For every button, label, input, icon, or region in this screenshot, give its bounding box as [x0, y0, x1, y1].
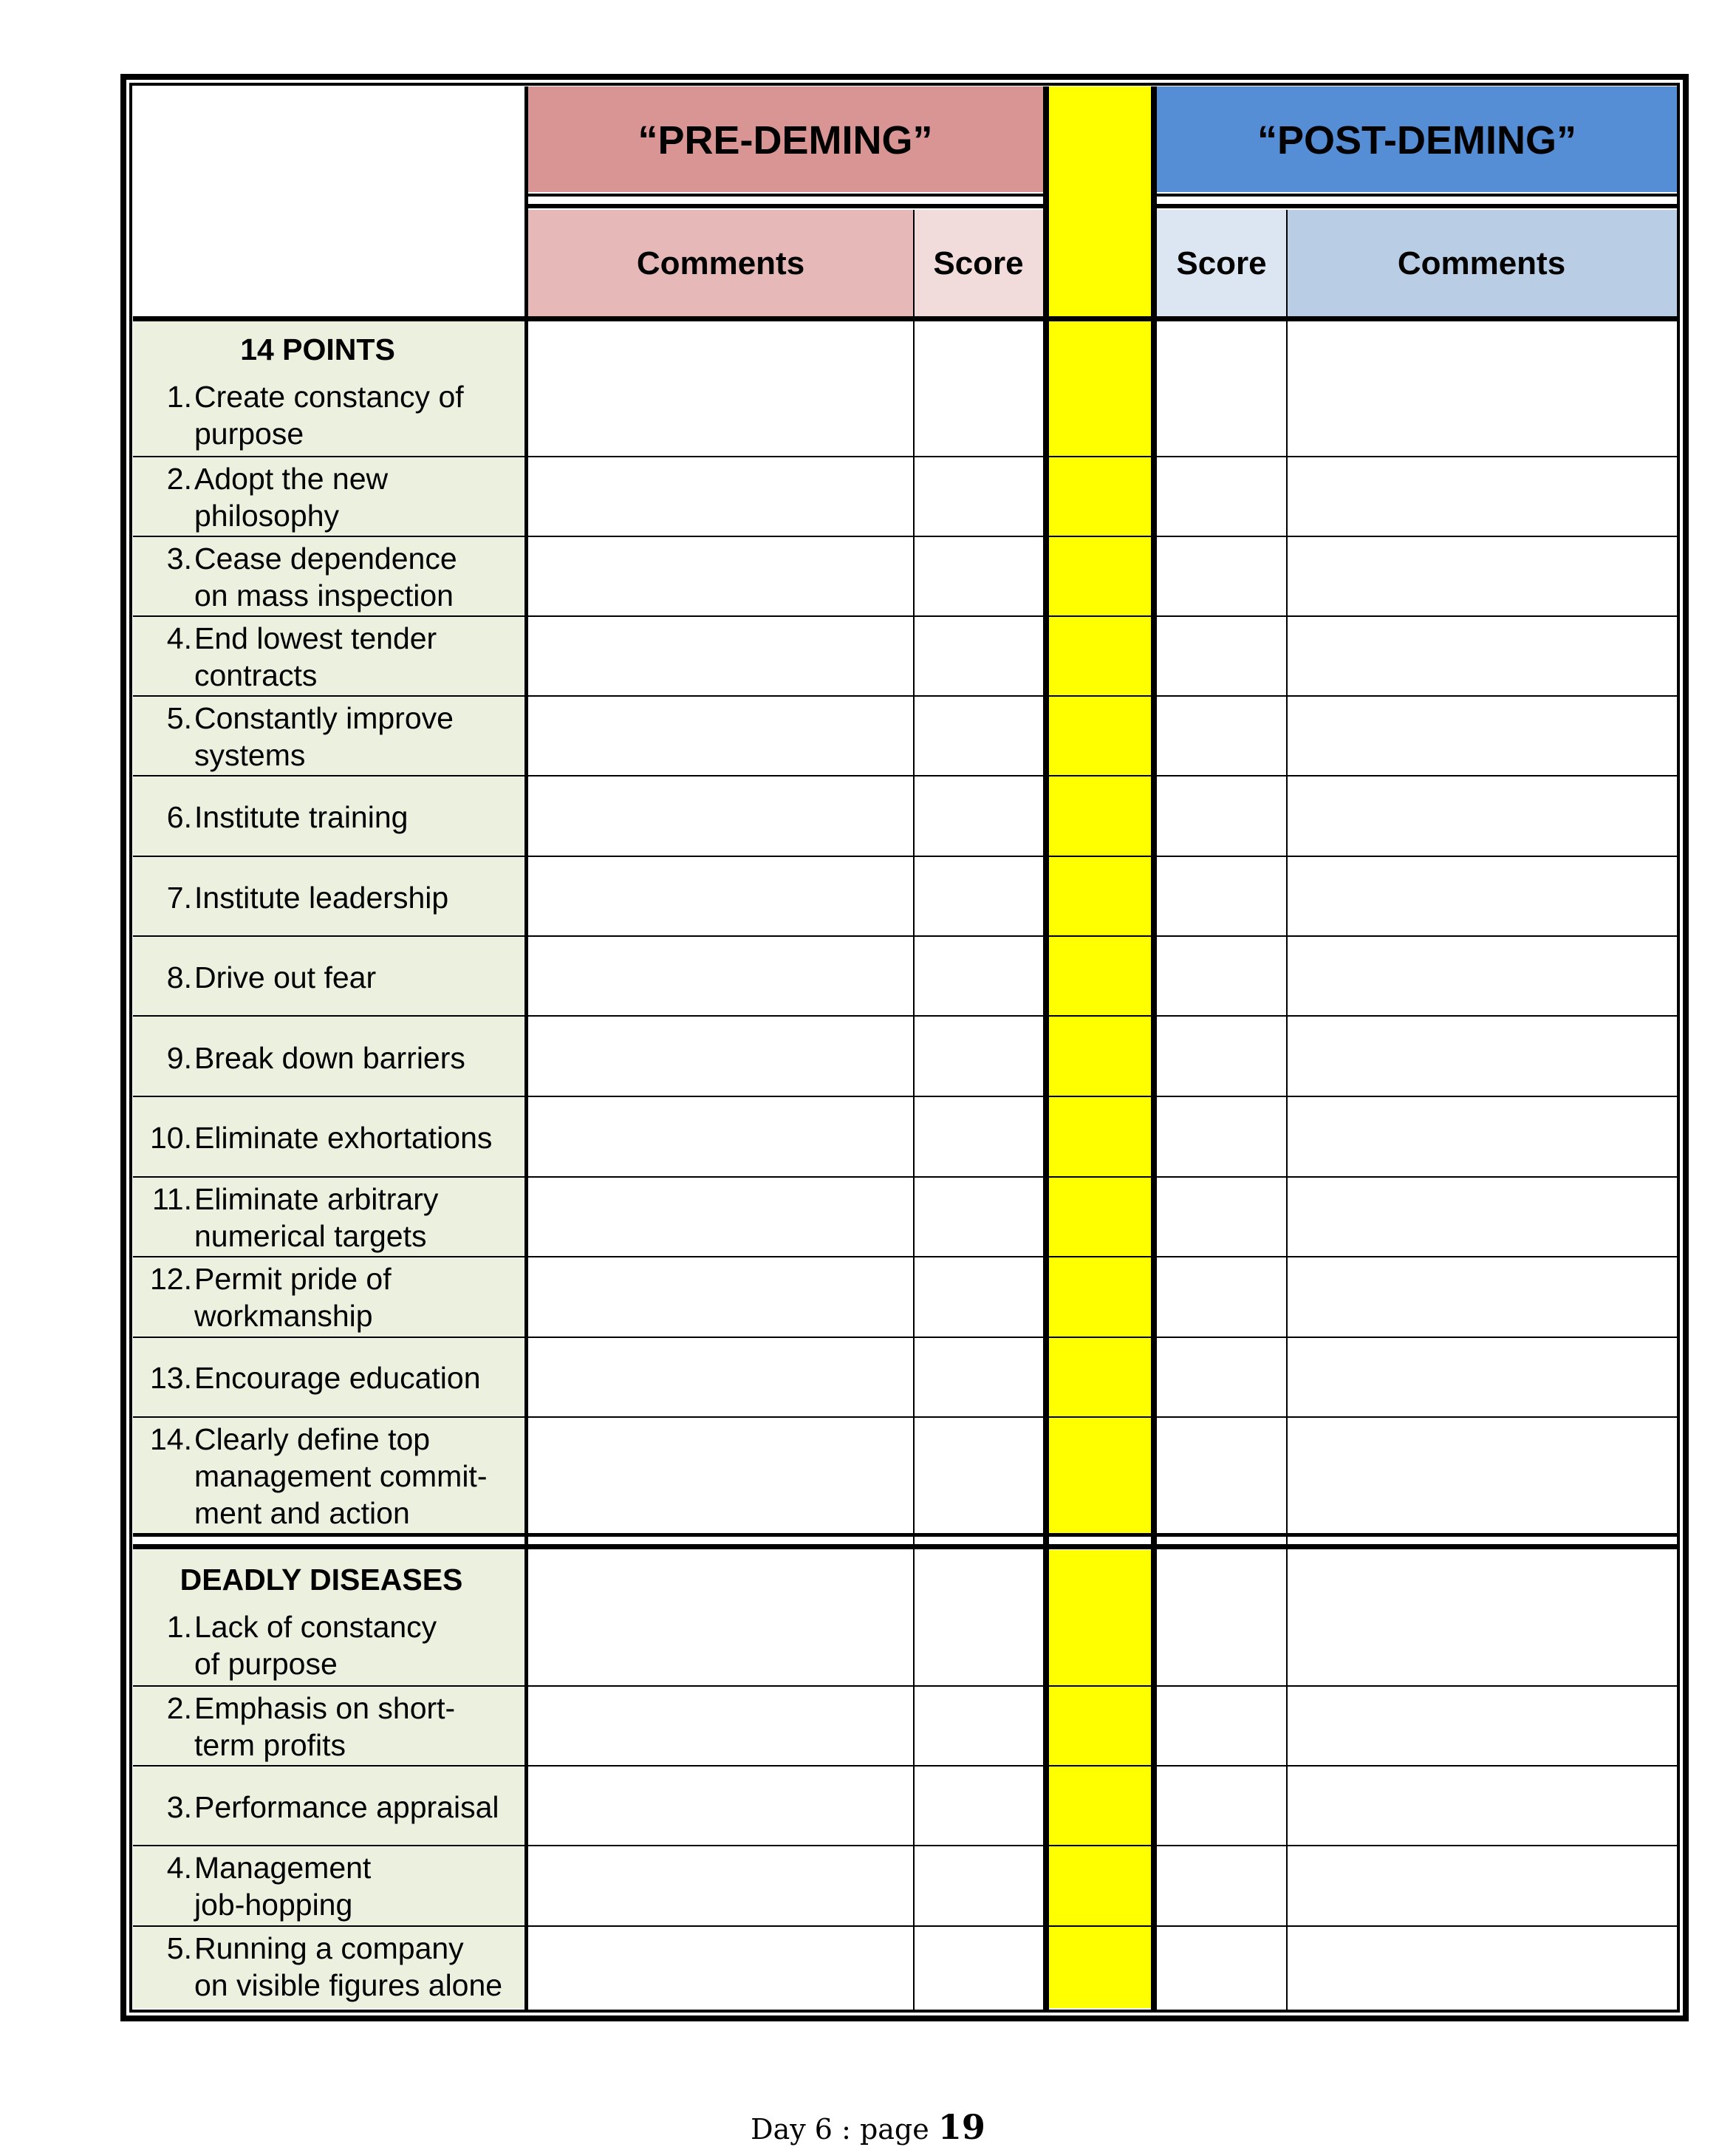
post-comments-header [1286, 210, 1677, 318]
grid-line [133, 316, 1677, 321]
post-score-label: Score [1176, 245, 1267, 281]
section-separator [133, 1533, 1677, 1537]
row-line [133, 456, 1677, 457]
row-line [133, 1256, 1677, 1257]
grid-line [1286, 210, 1288, 2013]
pre-score-label: Score [933, 245, 1024, 281]
grid-line [913, 210, 915, 2013]
row-line [133, 1096, 1677, 1097]
row-line [133, 856, 1677, 857]
page-footer [0, 2107, 1736, 2147]
divider-column-bottom [1048, 1550, 1152, 2008]
diseases-section-title: DEADLY DISEASES [180, 1563, 463, 1597]
row-line [133, 775, 1677, 776]
row-line [133, 1015, 1677, 1017]
grid-line [1043, 86, 1049, 2013]
row-line [133, 1685, 1677, 1687]
post-comments-label: Comments [1397, 245, 1566, 281]
row-line [133, 935, 1677, 937]
section-separator [133, 1544, 1677, 1549]
post-score-header [1157, 210, 1286, 318]
post-deming-title: “POST-DEMING” [1257, 118, 1577, 163]
row-line [133, 1176, 1677, 1178]
grid-line [527, 204, 1043, 208]
points-section-title: 14 POINTS [240, 332, 395, 366]
pre-comments-header [527, 210, 914, 318]
divider-column-top [1048, 86, 1152, 1533]
grid-line [1151, 86, 1157, 2013]
row-line [133, 1416, 1677, 1418]
row-line [133, 695, 1677, 697]
post-deming-header [1157, 86, 1677, 192]
pre-comments-label: Comments [636, 245, 805, 281]
row-line [133, 1337, 1677, 1338]
pre-deming-title: “PRE-DEMING” [638, 118, 933, 163]
row-line [133, 1765, 1677, 1767]
page-number: 19 [937, 2107, 985, 2147]
grid-line [527, 194, 1043, 197]
row-line [133, 536, 1677, 537]
grid-line [1157, 194, 1677, 197]
footer-day-label: Day 6 : page [751, 2113, 938, 2146]
row-line [133, 1845, 1677, 1846]
pre-deming-header [527, 86, 1043, 192]
row-line [133, 615, 1677, 617]
pre-score-header [914, 210, 1043, 318]
grid-line [1157, 204, 1677, 208]
row-line [133, 1925, 1677, 1927]
